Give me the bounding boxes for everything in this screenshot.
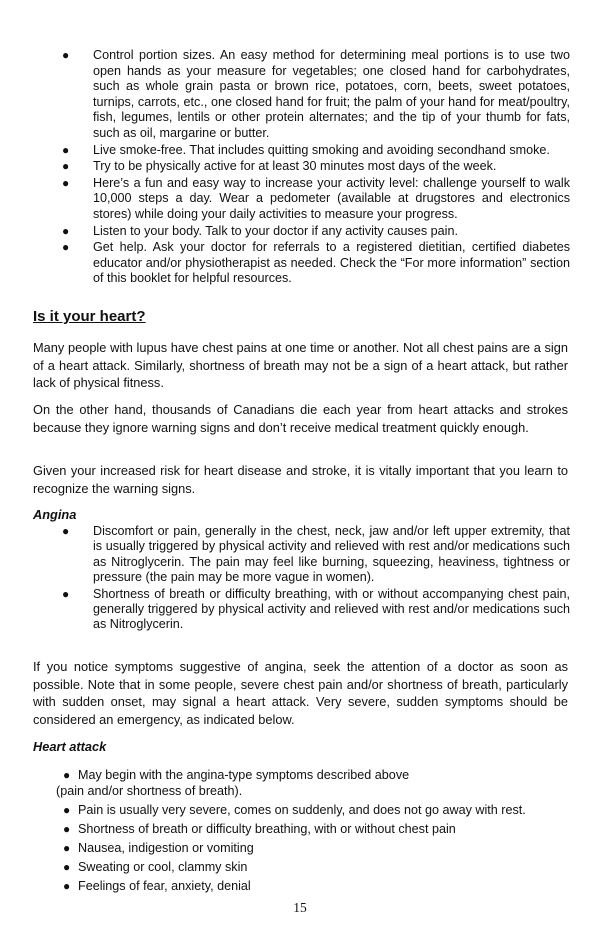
- list-item: ● Here’s a fun and easy way to increase your activity level: challenge yourself to walk 10,000 steps a day. Wear a pedometer (available at drugstores and electronics stores) while doing your daily activities to measure your progress.: [62, 175, 570, 221]
- lifestyle-tips-list: [60, 48, 570, 288]
- list-item: ● Pain is usually very severe, comes on suddenly, and does not go away with rest.: [63, 803, 526, 818]
- bullet-icon: ●: [63, 822, 71, 837]
- bullet-icon: ●: [62, 142, 70, 157]
- bullet-icon: ●: [62, 159, 70, 174]
- bullet-icon: ●: [62, 586, 70, 601]
- heart-attack-subheading: Heart attack: [33, 739, 107, 754]
- paragraph: On the other hand, thousands of Canadians die each year from heart attacks and strokes because they ignore warning signs and don’t receive medical treatment quickly enough.: [33, 402, 568, 435]
- list-item: ● Control portion sizes. An easy method for determining meal portions is to use two open hands as your measure for vegetables; one closed hand for carbohydrates, such as whole grain pasta or brown rice, potatoes, corn, beets, sweet potatoes, turnips, carrots, etc., one closed hand for fruit; the palm of your hand for meat/poultry, fish, legumes, lentils or other protein alternates; and the tip of your thumb for fats, such as oil, margarine or butter.: [62, 48, 570, 140]
- angina-symptoms-list: [60, 524, 570, 634]
- page-number: 15: [293, 900, 307, 915]
- bullet-icon: ●: [63, 841, 71, 856]
- section-heading: Is it your heart?: [33, 308, 146, 325]
- list-item: ● May begin with the angina-type symptoms described above (pain and/or shortness of breath).: [56, 768, 410, 798]
- list-item: ● Listen to your body. Talk to your doctor if any activity causes pain.: [62, 223, 458, 238]
- list-item: ● Discomfort or pain, generally in the chest, neck, jaw and/or left upper extremity, that is usually triggered by physical activity and relieved with rest and/or medications such as Nitroglycerin. The pain may feel like burning, squeezing, heaviness, tightness or pressure (the pain may be more vague in women).: [62, 524, 570, 585]
- bullet-icon: ●: [62, 524, 70, 538]
- bullet-icon: ●: [62, 175, 70, 190]
- paragraph: Many people with lupus have chest pains at one time or another. Not all chest pains are a sign of a heart attack. Similarly, shortness of breath may not be a sign of a heart attack, but rather lack of physical fitness.: [33, 340, 568, 391]
- list-item: ● Try to be physically active for at least 30 minutes most days of the week.: [62, 159, 497, 174]
- paragraph: Given your increased risk for heart disease and stroke, it is vitally important that you learn to recognize the warning signs.: [33, 463, 568, 496]
- bullet-icon: ●: [63, 879, 71, 894]
- bullet-icon: ●: [62, 48, 70, 62]
- bullet-icon: ●: [62, 240, 70, 255]
- list-item: ● Live smoke-free. That includes quitting smoking and avoiding secondhand smoke.: [62, 142, 550, 157]
- paragraph: If you notice symptoms suggestive of angina, seek the attention of a doctor as soon as possible. Note that in some people, severe chest pain and/or shortness of breath, particularly with sudden onset, may signal a heart attack. Very severe, sudden symptoms should be considered an emergency, as indicated below.: [33, 659, 568, 727]
- angina-subheading: Angina: [33, 507, 77, 522]
- bullet-icon: ●: [63, 803, 71, 818]
- list-item: ● Feelings of fear, anxiety, denial: [63, 879, 251, 894]
- list-item: ● Get help. Ask your doctor for referrals to a registered dietitian, certified diabetes educator and/or physiotherapist as needed. Check the “For more information” section of this booklet for helpful resources.: [62, 240, 570, 286]
- list-item: ● Nausea, indigestion or vomiting: [63, 841, 254, 856]
- bullet-icon: ●: [63, 860, 71, 875]
- heart-attack-symptoms-list: [58, 768, 578, 898]
- list-item: ● Sweating or cool, clammy skin: [63, 860, 248, 875]
- bullet-icon: ●: [63, 768, 71, 782]
- list-item: ● Shortness of breath or difficulty breathing, with or without accompanying chest pain, generally triggered by physical activity and relieved with rest and/or medications such as Nitroglycerin.: [62, 586, 570, 632]
- list-item: ● Shortness of breath or difficulty breathing, with or without chest pain: [63, 822, 456, 837]
- bullet-icon: ●: [62, 223, 70, 238]
